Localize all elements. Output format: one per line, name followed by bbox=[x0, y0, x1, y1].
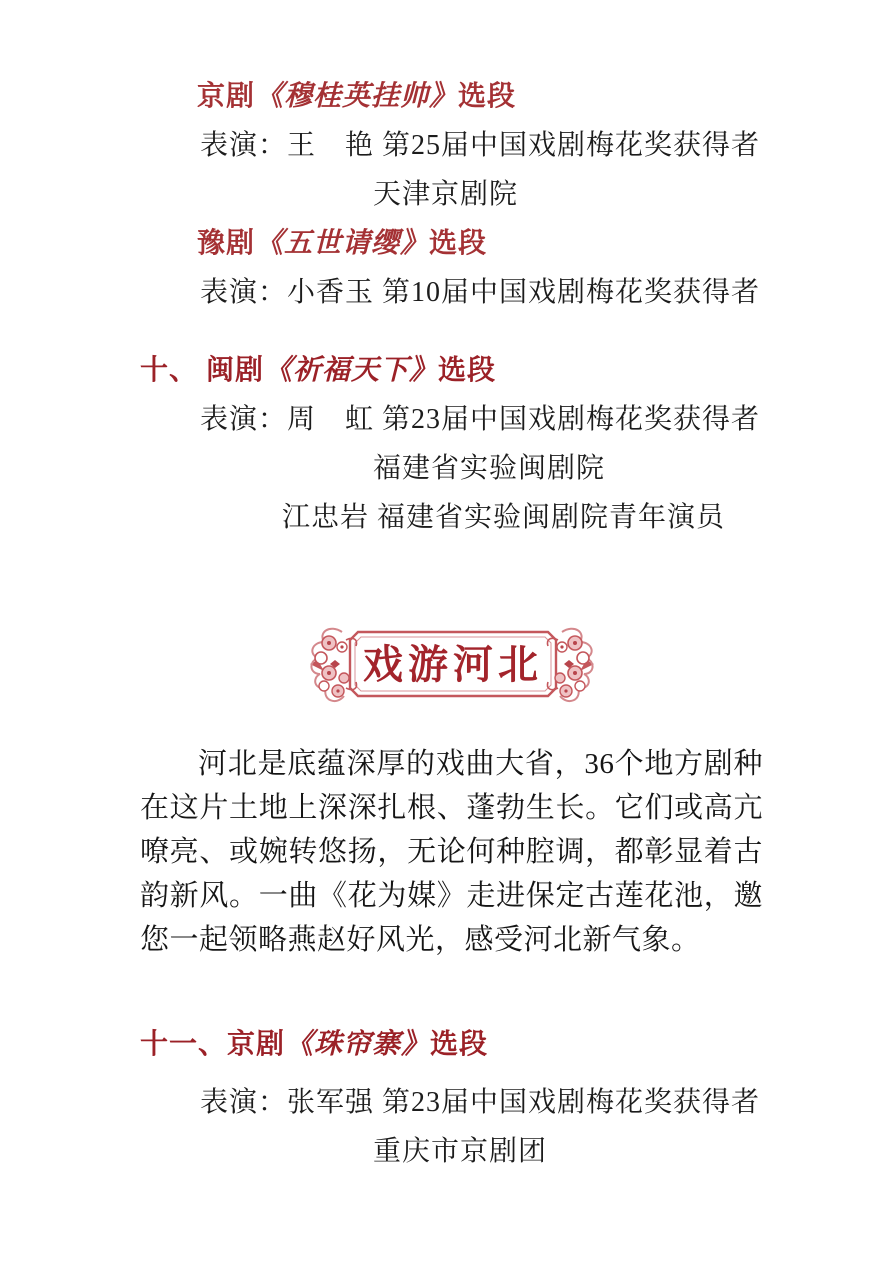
entry-genre: 豫剧 bbox=[197, 228, 256, 259]
entry-suffix: 选段 bbox=[458, 81, 517, 112]
entry-genre: 闽剧 bbox=[206, 355, 265, 386]
performer-line: 表演：小香玉 第10届中国戏剧梅花奖获得者 bbox=[200, 277, 761, 308]
performer-line: 表演：张军强 第23届中国戏剧梅花奖获得者 bbox=[200, 1087, 761, 1118]
organization-line: 重庆市京剧团 bbox=[373, 1136, 548, 1167]
entry-title bbox=[197, 72, 763, 121]
entry-work-title: 《珠帘寨》 bbox=[285, 1029, 431, 1060]
entry-work-title: 《穆桂英挂帅》 bbox=[255, 81, 459, 112]
entry-number: 十、 bbox=[140, 355, 207, 386]
entry-suffix: 选段 bbox=[430, 1029, 489, 1060]
entry-title-numbered bbox=[140, 346, 763, 395]
entry-title bbox=[197, 219, 763, 268]
banner-title: 戏游河北 bbox=[362, 642, 543, 687]
entry-suffix: 选段 bbox=[429, 228, 488, 259]
organization-line: 天津京剧院 bbox=[373, 179, 519, 210]
intro-paragraph: 河北是底蕴深厚的戏曲大省，36个地方剧种在这片土地上深深扎根、蓬勃生长。它们或高亢嘹亮、或婉转悠扬，无论何种腔调，都彰显着古韵新风。一曲《花为媒》走进保定古莲花池，邀您一起领略燕赵好风光，感受河北新气象。 bbox=[140, 748, 763, 956]
entry-work-title: 《五世请缨》 bbox=[255, 228, 430, 259]
banner-frame bbox=[302, 616, 602, 712]
entry-number: 十一、 bbox=[140, 1029, 228, 1060]
entry-work-title: 《祈福天下》 bbox=[264, 355, 439, 386]
entry-suffix: 选段 bbox=[438, 355, 497, 386]
organization-line: 福建省实验闽剧院 bbox=[373, 453, 606, 484]
performer-line: 表演：王 艳 第25届中国戏剧梅花奖获得者 bbox=[200, 130, 761, 161]
performer-line: 表演：周 虹 第23届中国戏剧梅花奖获得者 bbox=[200, 404, 761, 435]
performer-extra-line: 江忠岩 福建省实验闽剧院青年演员 bbox=[282, 502, 726, 533]
entry-title-numbered bbox=[140, 1020, 763, 1069]
entry-genre: 京剧 bbox=[227, 1029, 286, 1060]
section-banner bbox=[140, 616, 763, 712]
entry-genre: 京剧 bbox=[197, 81, 256, 112]
